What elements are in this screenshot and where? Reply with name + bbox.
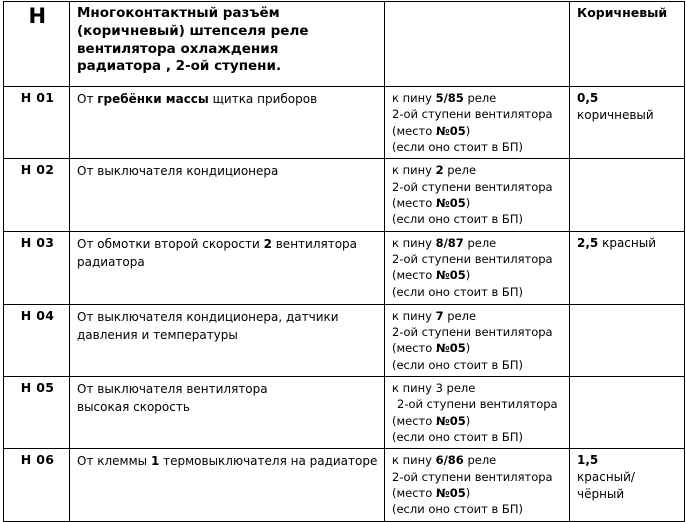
row-pin-destination (385, 304, 570, 376)
wire-gauge-value: 0,5 (577, 91, 599, 105)
desc-text: вентилятора (271, 236, 358, 251)
pin-text: (если оно стоит в БП) (392, 429, 523, 444)
pin-line (392, 139, 564, 155)
desc-text: От выключателя кондиционера (77, 164, 279, 179)
row-description (70, 231, 385, 304)
header-description-line: Многоконтактный разъём (77, 5, 280, 21)
pin-emphasis: 8/87 (435, 235, 464, 250)
pin-line (392, 380, 564, 396)
pin-text: ) (465, 413, 471, 428)
pin-text: 2-ой ступени вентилятора (397, 397, 558, 412)
row-description-line (77, 162, 379, 180)
pin-emphasis: 2 (435, 163, 444, 178)
pin-text: реле (463, 453, 497, 468)
pin-text: (место (392, 268, 436, 283)
pin-text: (если оно стоит в БП) (392, 357, 523, 372)
pin-line (392, 123, 564, 139)
header-description (70, 2, 385, 87)
row-connector-code: H 05 (4, 376, 70, 448)
pin-line (392, 469, 564, 485)
desc-text: термовыключателя на радиаторе (159, 454, 378, 469)
row-description-line (77, 452, 379, 470)
pin-emphasis: №05 (435, 195, 466, 210)
row-wire-color (570, 304, 685, 376)
pin-text: реле (463, 91, 497, 105)
pin-line (392, 179, 564, 195)
table-header-row (4, 2, 685, 87)
pin-line (392, 211, 564, 227)
desc-text: От выключателя кондиционера, датчики (77, 309, 339, 324)
pin-line (392, 251, 564, 267)
pin-text: (место (392, 195, 436, 210)
pin-line (392, 308, 564, 324)
row-description-line (77, 308, 379, 326)
pin-text: 2-ой ступени вентилятора (392, 469, 553, 484)
wire-gauge (577, 90, 679, 107)
pin-emphasis: №05 (435, 123, 466, 138)
wiring-connector-table (3, 1, 685, 522)
row-wire-color (570, 449, 685, 521)
pin-text: реле (443, 163, 477, 178)
table-body (4, 2, 685, 522)
wire-color-name: красный (598, 235, 657, 250)
table-row (4, 304, 685, 376)
desc-emphasis: 1 (150, 454, 160, 469)
pin-text: 2-ой ступени вентилятора (392, 324, 553, 339)
pin-line (392, 90, 564, 106)
pin-text: ) (465, 341, 471, 356)
row-connector-code: H 03 (4, 231, 70, 304)
row-wire-color (570, 87, 685, 159)
header-description-line: (коричневый) штепселя реле (77, 22, 309, 39)
table-row (4, 449, 685, 521)
pin-line (392, 284, 564, 300)
pin-text: (место (392, 413, 436, 428)
pin-emphasis: №05 (435, 413, 466, 428)
row-pin-destination (385, 231, 570, 304)
pin-text: (место (392, 485, 436, 500)
header-pin-cell (385, 2, 570, 87)
desc-text: От выключателя вентилятора (77, 381, 268, 396)
row-pin-destination (385, 159, 570, 231)
pin-text: (место (392, 123, 436, 138)
table-row (4, 376, 685, 448)
desc-text: щитка приборов (208, 92, 318, 106)
pin-emphasis: №05 (435, 268, 466, 283)
row-description-line: давления и температуры (77, 327, 238, 342)
pin-text: к пину (392, 163, 436, 178)
pin-line (392, 340, 564, 356)
row-description-line: высокая скорость (77, 399, 190, 414)
wire-color-name: красный/чёрный (577, 470, 635, 502)
wire-color-name: коричневый (577, 108, 654, 123)
pin-text: ) (465, 195, 471, 210)
row-wire-color (570, 231, 685, 304)
row-description-line (77, 380, 379, 398)
pin-text: (если оно стоит в БП) (392, 139, 523, 154)
pin-emphasis: 5/85 (435, 91, 464, 105)
pin-line (392, 429, 564, 445)
desc-emphasis: 2 (263, 236, 272, 251)
pin-line (392, 413, 564, 429)
pin-line (392, 396, 564, 412)
pin-text: реле (443, 308, 477, 323)
row-description-line (77, 235, 379, 253)
row-pin-destination (385, 376, 570, 448)
pin-text: к пину (392, 453, 436, 468)
pin-text: 2-ой ступени вентилятора (392, 251, 553, 266)
row-connector-code: H 06 (4, 449, 70, 521)
pin-line (392, 235, 564, 251)
wire-gauge (577, 452, 679, 469)
pin-emphasis: 7 (435, 308, 444, 323)
row-wire-color (570, 159, 685, 231)
row-connector-code: H 04 (4, 304, 70, 376)
row-connector-code: H 02 (4, 159, 70, 231)
desc-text: От (77, 92, 98, 106)
pin-text: к пину (392, 91, 436, 105)
header-connector-code: H (4, 2, 70, 87)
pin-text: к пину (392, 235, 436, 250)
pin-line (392, 485, 564, 501)
pin-line (392, 106, 564, 122)
pin-text: (место (392, 341, 436, 356)
row-description-line: радиатора (77, 254, 145, 269)
row-description (70, 87, 385, 159)
pin-text: ) (465, 485, 471, 500)
pin-text: (если оно стоит в БП) (392, 502, 523, 517)
header-description-line: радиатора , 2-ой ступени. (77, 58, 282, 75)
pin-line (392, 267, 564, 283)
pin-line (392, 501, 564, 517)
pin-line (392, 195, 564, 211)
pin-text: к пину (392, 308, 436, 323)
row-description (70, 159, 385, 231)
pin-line (392, 357, 564, 373)
table-row (4, 159, 685, 231)
pin-line (392, 162, 564, 178)
table-row (4, 87, 685, 159)
pin-line (392, 452, 564, 468)
pin-line (392, 324, 564, 340)
wire-gauge-value: 1,5 (577, 453, 599, 468)
pin-text: (если оно стоит в БП) (392, 212, 523, 227)
wire-gauge (577, 235, 679, 252)
row-description (70, 449, 385, 521)
header-description-line: вентилятора охлаждения (77, 40, 279, 57)
header-wire-color: Коричневый (570, 2, 685, 87)
row-wire-color (570, 376, 685, 448)
row-connector-code: H 01 (4, 87, 70, 159)
wire-gauge-value: 2,5 (577, 235, 599, 250)
row-description (70, 304, 385, 376)
pin-emphasis: №05 (435, 341, 466, 356)
pin-text: ) (465, 268, 471, 283)
table-row (4, 231, 685, 304)
desc-text: От клеммы (77, 454, 151, 469)
row-pin-destination (385, 87, 570, 159)
pin-emphasis: №05 (435, 485, 466, 500)
desc-emphasis: гребёнки массы (97, 92, 209, 106)
pin-text: реле (463, 235, 497, 250)
pin-text: 2-ой ступени вентилятора (392, 107, 553, 122)
pin-emphasis: 6/86 (435, 453, 464, 468)
row-description-line (77, 90, 379, 108)
pin-text: 2-ой ступени вентилятора (392, 179, 553, 194)
pin-text: (если оно стоит в БП) (392, 284, 523, 299)
pin-text: ) (465, 123, 471, 138)
desc-text: От обмотки второй скорости (77, 236, 264, 251)
pin-text: к пину 3 реле (392, 380, 476, 395)
row-pin-destination (385, 449, 570, 521)
row-description (70, 376, 385, 448)
